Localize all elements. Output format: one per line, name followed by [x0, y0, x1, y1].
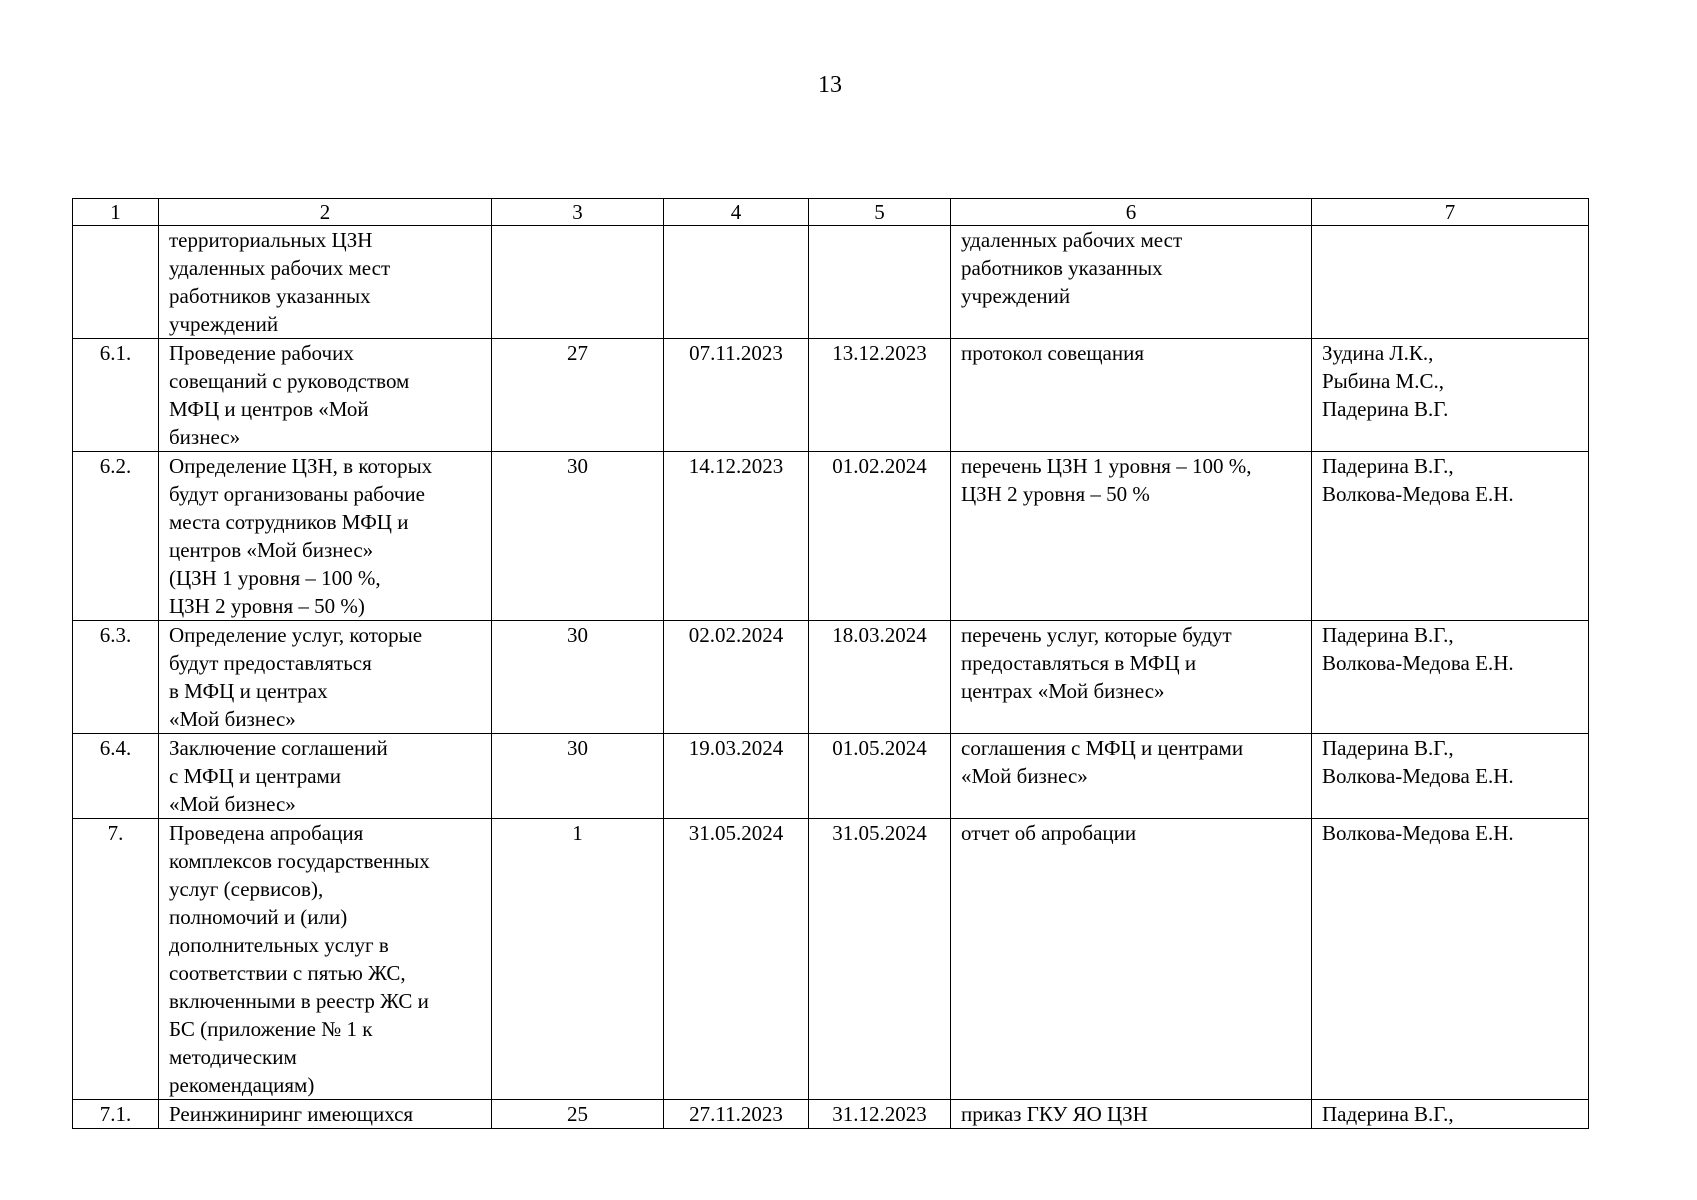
activity-cell-line: БС (приложение № 1 к — [169, 1017, 373, 1041]
activity-cell-line: Проведение рабочих — [169, 341, 354, 365]
responsible-cell — [1312, 339, 1589, 452]
activity-cell-line: «Мой бизнес» — [169, 707, 296, 731]
result-cell — [951, 819, 1312, 1100]
activity-cell-line: ЦЗН 2 уровня – 50 %) — [169, 594, 365, 618]
result-cell — [951, 734, 1312, 819]
table-row — [73, 452, 1589, 621]
activity-cell-line: будут предоставляться — [169, 651, 372, 675]
header-cell: 1 — [73, 199, 159, 226]
activity-cell-line: Реинжиниринг имеющихся — [169, 1102, 414, 1126]
item-number-cell: 6.2. — [73, 452, 159, 621]
duration-cell — [492, 226, 664, 339]
activity-cell-line: с МФЦ и центрами — [169, 764, 342, 788]
item-number-cell: 6.4. — [73, 734, 159, 819]
responsible-cell-line: Рыбина М.С., — [1322, 369, 1444, 393]
responsible-cell — [1312, 1100, 1589, 1129]
header-cell: 4 — [664, 199, 809, 226]
result-cell-line: учреждений — [961, 284, 1071, 308]
activity-cell-line: полномочий и (или) — [169, 905, 348, 929]
start-date-cell: 14.12.2023 — [664, 452, 809, 621]
responsible-cell — [1312, 734, 1589, 819]
header-row — [73, 199, 1589, 226]
item-number-cell: 6.3. — [73, 621, 159, 734]
result-cell-line: центрах «Мой бизнес» — [961, 679, 1165, 703]
start-date-cell: 19.03.2024 — [664, 734, 809, 819]
duration-cell: 30 — [492, 621, 664, 734]
duration-cell: 1 — [492, 819, 664, 1100]
activity-cell-line: учреждений — [169, 312, 279, 336]
end-date-cell: 31.05.2024 — [809, 819, 951, 1100]
activity-cell — [159, 734, 492, 819]
activity-cell-line: места сотрудников МФЦ и — [169, 510, 409, 534]
start-date-cell: 02.02.2024 — [664, 621, 809, 734]
end-date-cell: 01.02.2024 — [809, 452, 951, 621]
activity-cell-line: работников указанных — [169, 284, 371, 308]
item-number-cell: 7. — [73, 819, 159, 1100]
responsible-cell — [1312, 621, 1589, 734]
activity-cell-line: дополнительных услуг в — [169, 933, 389, 957]
activity-cell-line: Проведена апробация — [169, 821, 364, 845]
result-cell — [951, 452, 1312, 621]
result-cell-line: удаленных рабочих мест — [961, 228, 1183, 252]
activity-cell-line: комплексов государственных — [169, 849, 430, 873]
table-row — [73, 226, 1589, 339]
start-date-cell — [664, 226, 809, 339]
responsible-cell-line: Падерина В.Г., — [1322, 623, 1454, 647]
header-cell: 3 — [492, 199, 664, 226]
result-cell-line: соглашения с МФЦ и центрами — [961, 736, 1244, 760]
responsible-cell-line: Волкова-Медова Е.Н. — [1322, 821, 1514, 845]
activity-cell-line: центров «Мой бизнес» — [169, 538, 374, 562]
end-date-cell: 18.03.2024 — [809, 621, 951, 734]
duration-cell: 30 — [492, 734, 664, 819]
result-cell-line: предоставляться в МФЦ и — [961, 651, 1197, 675]
activity-cell-line: Заключение соглашений — [169, 736, 388, 760]
result-cell — [951, 339, 1312, 452]
header-cell: 2 — [159, 199, 492, 226]
result-cell-line: приказ ГКУ ЯО ЦЗН — [961, 1102, 1148, 1126]
header-cell: 5 — [809, 199, 951, 226]
item-number-cell — [73, 226, 159, 339]
start-date-cell: 27.11.2023 — [664, 1100, 809, 1129]
responsible-cell — [1312, 819, 1589, 1100]
responsible-cell-line: Падерина В.Г., — [1322, 454, 1454, 478]
result-cell-line: ЦЗН 2 уровня – 50 % — [961, 482, 1150, 506]
activity-cell-line: (ЦЗН 1 уровня – 100 %, — [169, 566, 381, 590]
activity-cell-line: методическим — [169, 1045, 297, 1069]
activity-cell-line: территориальных ЦЗН — [169, 228, 373, 252]
table-row — [73, 339, 1589, 452]
end-date-cell — [809, 226, 951, 339]
end-date-cell: 31.12.2023 — [809, 1100, 951, 1129]
responsible-cell-line: Волкова-Медова Е.Н. — [1322, 482, 1514, 506]
activity-cell-line: бизнес» — [169, 425, 241, 449]
activity-cell-line: рекомендациям) — [169, 1073, 315, 1097]
duration-cell: 30 — [492, 452, 664, 621]
activity-cell — [159, 1100, 492, 1129]
table-row — [73, 621, 1589, 734]
activity-cell-line: «Мой бизнес» — [169, 792, 296, 816]
result-cell-line: перечень ЦЗН 1 уровня – 100 %, — [961, 454, 1252, 478]
table-row — [73, 734, 1589, 819]
responsible-cell-line: Волкова-Медова Е.Н. — [1322, 764, 1514, 788]
activity-cell-line: в МФЦ и центрах — [169, 679, 328, 703]
responsible-cell — [1312, 226, 1589, 339]
activity-cell-line: включенными в реестр ЖС и — [169, 989, 429, 1013]
table-row — [73, 1100, 1589, 1129]
result-cell-line: отчет об апробации — [961, 821, 1137, 845]
table-row — [73, 819, 1589, 1100]
result-cell-line: «Мой бизнес» — [961, 764, 1088, 788]
result-cell — [951, 1100, 1312, 1129]
responsible-cell-line: Зудина Л.К., — [1322, 341, 1434, 365]
responsible-cell — [1312, 452, 1589, 621]
result-cell-line: работников указанных — [961, 256, 1163, 280]
result-cell — [951, 226, 1312, 339]
start-date-cell: 07.11.2023 — [664, 339, 809, 452]
header-cell: 7 — [1312, 199, 1589, 226]
duration-cell: 27 — [492, 339, 664, 452]
responsible-cell-line: Падерина В.Г. — [1322, 397, 1449, 421]
activity-cell-line: будут организованы рабочие — [169, 482, 425, 506]
item-number-cell: 7.1. — [73, 1100, 159, 1129]
responsible-cell-line: Падерина В.Г., — [1322, 736, 1454, 760]
end-date-cell: 13.12.2023 — [809, 339, 951, 452]
start-date-cell: 31.05.2024 — [664, 819, 809, 1100]
activity-cell — [159, 621, 492, 734]
activity-cell-line: МФЦ и центров «Мой — [169, 397, 369, 421]
activity-cell-line: услуг (сервисов), — [169, 877, 324, 901]
activity-cell-line: Определение услуг, которые — [169, 623, 423, 647]
page-number: 13 — [818, 72, 842, 98]
activity-cell — [159, 452, 492, 621]
end-date-cell: 01.05.2024 — [809, 734, 951, 819]
duration-cell: 25 — [492, 1100, 664, 1129]
activity-cell — [159, 819, 492, 1100]
activity-cell-line: совещаний с руководством — [169, 369, 410, 393]
plan-table — [72, 198, 1589, 1129]
activity-cell — [159, 339, 492, 452]
activity-cell-line: удаленных рабочих мест — [169, 256, 391, 280]
result-cell-line: протокол совещания — [961, 341, 1145, 365]
responsible-cell-line: Волкова-Медова Е.Н. — [1322, 651, 1514, 675]
responsible-cell-line: Падерина В.Г., — [1322, 1102, 1454, 1126]
result-cell-line: перечень услуг, которые будут — [961, 623, 1232, 647]
activity-cell-line: Определение ЦЗН, в которых — [169, 454, 433, 478]
activity-cell-line: соответствии с пятью ЖС, — [169, 961, 406, 985]
item-number-cell: 6.1. — [73, 339, 159, 452]
result-cell — [951, 621, 1312, 734]
activity-cell — [159, 226, 492, 339]
header-cell: 6 — [951, 199, 1312, 226]
